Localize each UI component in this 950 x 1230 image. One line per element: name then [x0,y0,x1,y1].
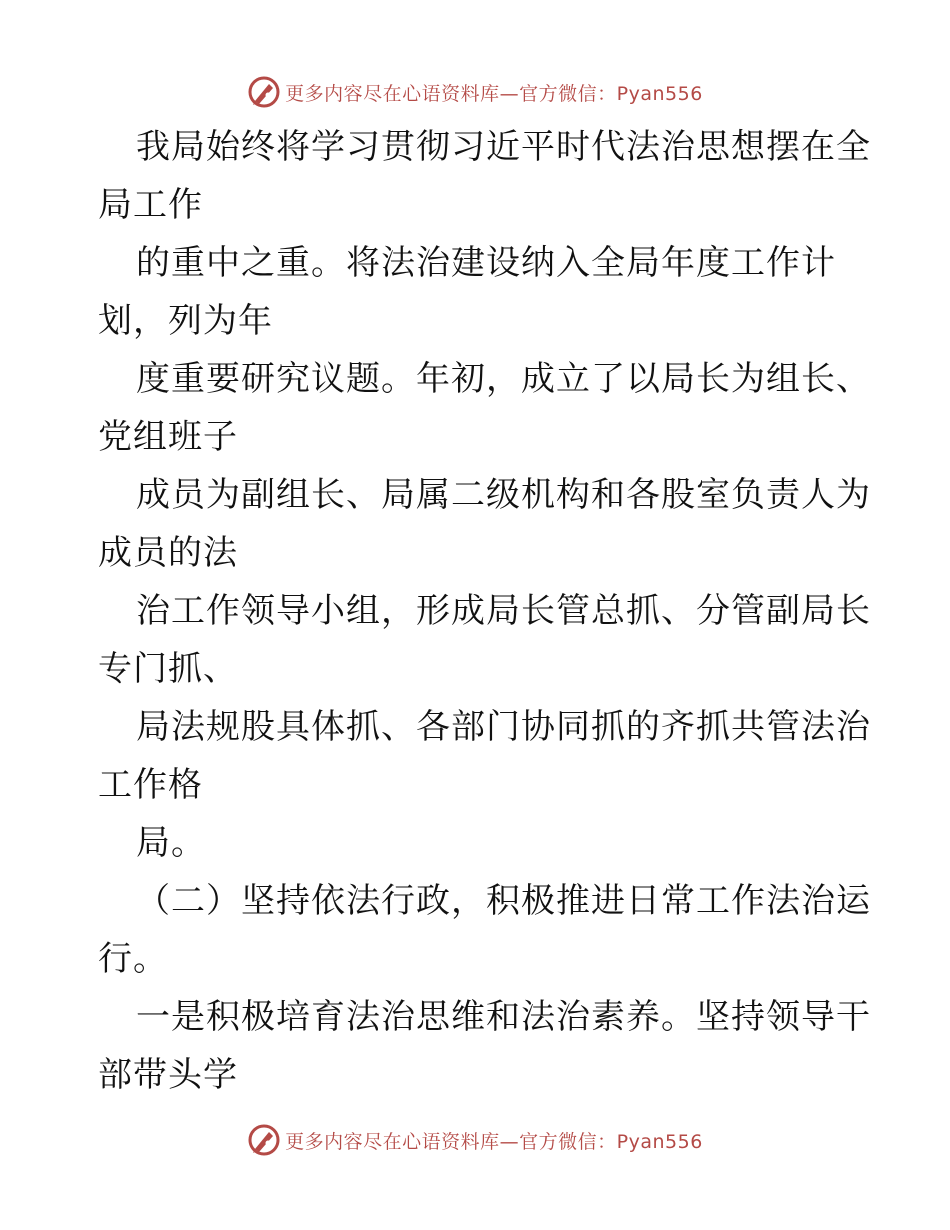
section-heading: （二）坚持依法行政，积极推进日常工作法治运 [136,881,871,921]
header-watermark-text: 更多内容尽在心语资料库—官方微信：Pyan556 [285,82,703,105]
document-body [98,118,871,1104]
text-line: 部带头学 [98,1055,238,1095]
text-line: 划，列为年 [98,301,273,341]
text-line: 局。 [136,823,206,863]
text-line: 一是积极培育法治思维和法治素养。坚持领导干 [136,997,871,1037]
text-line: 局工作 [98,185,203,225]
text-line: 度重要研究议题。年初，成立了以局长为组长、 [136,359,871,399]
header-watermark-banner [0,72,950,112]
text-line: 治工作领导小组，形成局长管总抓、分管副局长 [136,591,871,631]
text-line: 行。 [98,939,168,979]
pen-logo-icon [247,1123,281,1157]
text-line: 局法规股具体抓、各部门协同抓的齐抓共管法治 [136,707,871,747]
text-line: 成员为副组长、局属二级机构和各股室负责人为 [136,475,871,515]
pen-logo-icon [247,75,281,109]
text-line: 工作格 [98,765,203,805]
text-line: 我局始终将学习贯彻习近平时代法治思想摆在全 [136,127,871,167]
footer-watermark-banner [0,1120,950,1160]
text-line: 成员的法 [98,533,238,573]
footer-watermark-text: 更多内容尽在心语资料库—官方微信：Pyan556 [285,1130,703,1153]
text-line: 党组班子 [98,417,238,457]
text-line: 的重中之重。将法治建设纳入全局年度工作计 [136,243,836,283]
text-line: 专门抓、 [98,649,238,689]
